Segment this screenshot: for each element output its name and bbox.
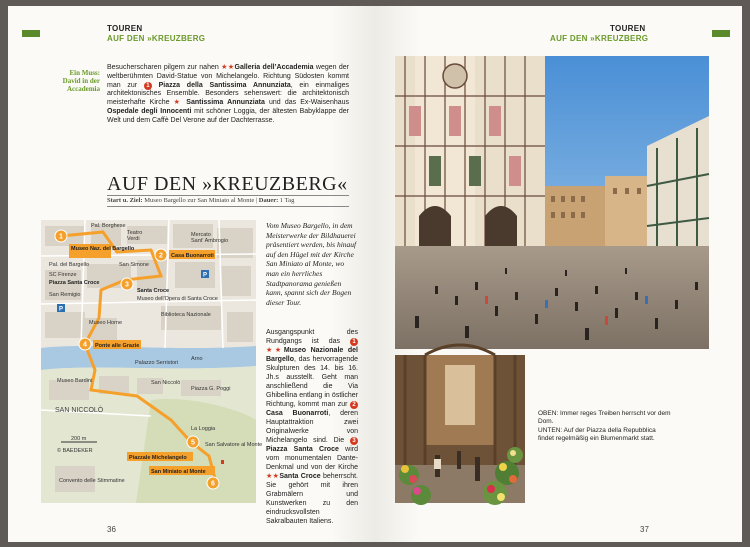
route-stop-6 xyxy=(207,477,219,489)
map-label-biblioteca: Biblioteca Nazionale xyxy=(161,312,211,318)
route-stop-3 xyxy=(121,278,133,290)
svg-text:San Miniato al Monte: San Miniato al Monte xyxy=(151,469,206,475)
svg-text:Piazzale Michelangelo: Piazzale Michelangelo xyxy=(129,455,187,461)
running-header-section: TOUREN xyxy=(107,24,143,33)
map-label-san-niccolo-church: San Niccolò xyxy=(151,380,181,386)
map-label-piazza-santa-croce: Piazza Santa Croce xyxy=(49,280,100,286)
svg-text:P: P xyxy=(203,272,208,279)
map-label-sc-firenze: SC Firenze xyxy=(49,272,77,278)
duomo-photo-graphic xyxy=(395,56,709,349)
map-label-convento: Convento delle Stimmatine xyxy=(59,478,125,484)
route-stop-5 xyxy=(187,436,199,448)
tour-map-graphic xyxy=(41,220,263,503)
map-label-casa-buonarroti xyxy=(169,250,215,259)
map-label-teatro: Teatro xyxy=(127,230,143,236)
page-number-right: 37 xyxy=(640,525,649,534)
duomo-photo xyxy=(395,56,709,349)
map-label-san-simone: San Simone xyxy=(119,262,149,268)
map-label-ponte-grazie xyxy=(93,340,141,349)
svg-text:5: 5 xyxy=(191,439,195,447)
map-label-santa-croce: Santa Croce xyxy=(137,288,170,294)
map-label-loggia: La Loggia xyxy=(191,426,216,432)
caption-top: OBEN: Immer reges Treiben herrscht vor dem Dom. xyxy=(538,410,671,426)
map-copyright: © BAEDEKER xyxy=(57,448,93,454)
svg-text:2: 2 xyxy=(159,252,163,260)
tour-title: AUF DEN »KREUZBERG« xyxy=(107,173,348,195)
map-label-museo-horne: Museo Horne xyxy=(89,320,123,326)
map-label-piazzale-michelangelo xyxy=(127,452,193,461)
map-label-museo-bardini: Museo Bardini xyxy=(57,378,93,384)
svg-text:Museo Naz. del Bargello: Museo Naz. del Bargello xyxy=(71,246,135,252)
map-scale-label: 200 m xyxy=(71,436,87,442)
map-label-san-miniato xyxy=(149,466,215,475)
tour-body-paragraph: Ausgangspunkt des Rundgangs ist das 1★★Museo Nazionale del Bargello, das hervorragende Skulpturen des 14. bis 16. Jh.s ausstellt. Geht man anschließend die Via Ghibellina entlang in östlicher Richtung, kommt man zur 2 Casa Buonarroti, deren Hauptattraktion zwei Originalwerke von Michelangelo sind. Die 3Piazza Santa Croce wird vom monumentalen Dante-Denkmal und von der Kirche ★★Santa Croce beherrscht. Sie gehört mit ihren Grabmälern und Kunstwerken zu den eindrucksvollsten Sakralbauten Italiens. xyxy=(266,329,358,525)
map-label-arno: Arno xyxy=(191,356,203,362)
svg-text:6: 6 xyxy=(211,480,215,488)
map-label-pal-borghese: Pal. Borghese xyxy=(91,223,126,229)
svg-text:P: P xyxy=(59,306,64,313)
running-header-chapter: AUF DEN »KREUZBERG xyxy=(550,34,649,43)
tour-info-line: Start u. Ziel: Museo Bargello zur San Miniato al Monte | Dauer: 1 Tag xyxy=(107,195,349,207)
map-label-san-remigio: San Remigio xyxy=(49,292,81,298)
tour-map xyxy=(41,220,263,503)
map-label-mercato: Mercato xyxy=(191,232,211,238)
map-label-santambrogio: Sant' Ambrogio xyxy=(191,238,229,244)
tour-lead-paragraph: Vom Museo Bargello, in dem Meisterwerke der Bildhauerei präsentiert werden, bis hinauf auf den Hügel mit der Kirche San Miniato al Monte, wo man ein herrliches Stadtpanorama genießen kann, spannt sich der Bogen dieser Tour. xyxy=(266,221,357,307)
route-stop-2 xyxy=(155,249,167,261)
map-label-verdi: Verdi xyxy=(127,236,140,242)
running-header-chapter: AUF DEN »KREUZBERG xyxy=(107,34,206,43)
map-label-museo-opera: Museo dell'Opera di Santa Croce xyxy=(137,296,218,302)
open-book xyxy=(8,6,742,542)
photo-caption xyxy=(538,410,673,444)
right-page xyxy=(375,6,742,542)
map-label-district: SAN NICCOLÒ xyxy=(55,407,104,414)
svg-text:Casa Buonarroti: Casa Buonarroti xyxy=(171,253,214,259)
section-color-bar xyxy=(22,30,40,37)
svg-text:Ponte alle Grazie: Ponte alle Grazie xyxy=(95,343,140,349)
running-header-section: TOUREN xyxy=(610,24,646,33)
map-label-piazza-poggi: Piazza G. Poggi xyxy=(191,386,231,392)
svg-text:1: 1 xyxy=(59,233,63,241)
map-label-san-salvatore: San Salvatore al Monte xyxy=(205,442,263,448)
route-stop-4 xyxy=(79,338,91,350)
margin-note: Ein Muss: David in der Accademia xyxy=(62,69,100,93)
svg-text:4: 4 xyxy=(83,341,87,349)
svg-text:3: 3 xyxy=(125,281,129,289)
route-stop-1 xyxy=(55,230,67,242)
map-label-palazzo-serristori: Palazzo Serristori xyxy=(135,360,179,366)
caption-bottom: UNTEN: Auf der Piazza della Repubblica findet regelmäßig ein Blumenmarkt statt. xyxy=(538,426,656,443)
flower-market-photo xyxy=(395,355,525,503)
page-number-left: 36 xyxy=(107,525,116,534)
left-page xyxy=(8,6,375,542)
map-label-pal-bargello: Pal. del Bargello xyxy=(49,262,90,268)
flower-market-photo-graphic xyxy=(395,355,525,503)
intro-paragraph: Besucherscharen pilgern zur nahen ★★Galleria dell’Accademia wegen der weltberühmten David-Statue von Michelangelo. Richtung Südosten kommt man zur 1 Piazza della Santissima Annunziata, ein einmaliges architektonisches Ensemble. Besonders sehenswert: die architektonisch meisterhafte Kirche ★ Santissima Annunziata und das Ex-Waisenhaus Ospedale degli Innocenti mit schöner Loggia, der ältesten Babyklappe der Welt und dem Caffè Del Verone auf der Dachterrasse. xyxy=(107,64,350,124)
section-color-bar xyxy=(712,30,730,37)
